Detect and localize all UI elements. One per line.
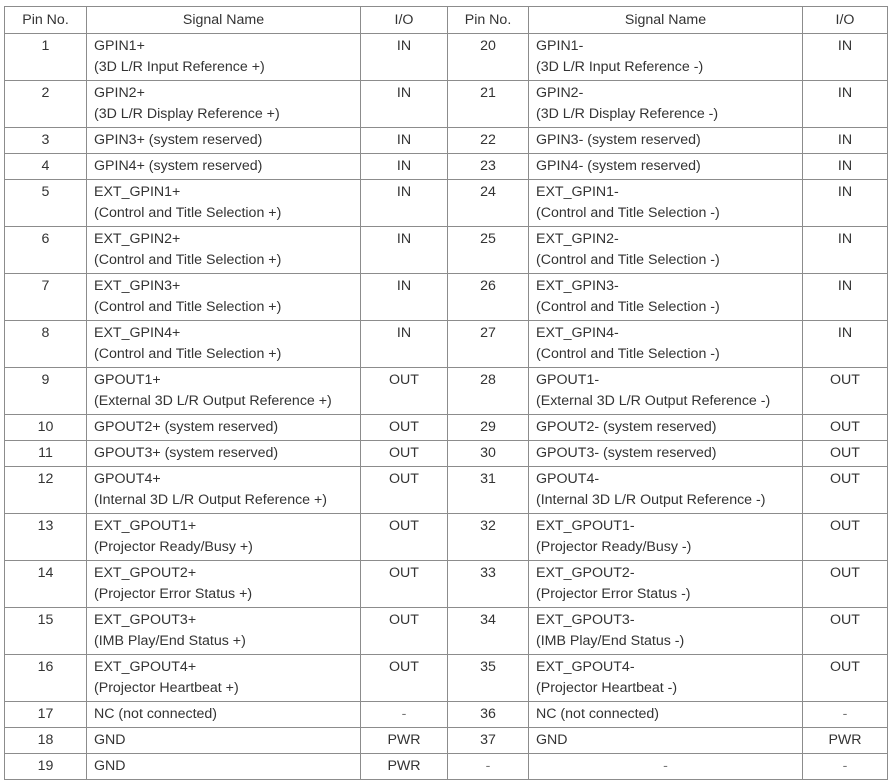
signal-name-line: GPOUT4- (536, 471, 600, 487)
io-type-cell: - (803, 754, 888, 780)
signal-name-cell (529, 154, 803, 180)
signal-description-line: (Control and Title Selection +) (94, 252, 282, 268)
table-header-row (5, 7, 888, 34)
signal-name-cell (87, 415, 361, 441)
pin-number-cell: 34 (448, 608, 529, 655)
table-row (5, 728, 888, 754)
signal-description-line: (Control and Title Selection -) (536, 299, 720, 315)
io-type-cell: OUT (803, 655, 888, 702)
pin-number-cell: 19 (5, 754, 87, 780)
pin-number-cell: 3 (5, 128, 87, 154)
pin-number-cell: 29 (448, 415, 529, 441)
signal-name-line: EXT_GPOUT1- (536, 518, 635, 534)
header-signal-name: Signal Name (529, 7, 803, 34)
table-row (5, 81, 888, 128)
pin-number-cell: 36 (448, 702, 529, 728)
signal-name-cell (529, 514, 803, 561)
pin-number-cell: 35 (448, 655, 529, 702)
signal-name-cell (87, 368, 361, 415)
table-body (5, 34, 888, 780)
pin-number-cell: 25 (448, 227, 529, 274)
signal-name-line: EXT_GPOUT4- (536, 659, 635, 675)
table-row (5, 180, 888, 227)
table-row (5, 227, 888, 274)
signal-name-line: GPIN1+ (94, 38, 145, 54)
signal-description-line: (Projector Error Status +) (94, 586, 253, 602)
io-type-cell: IN (361, 180, 448, 227)
signal-name-cell (529, 321, 803, 368)
signal-description-line: (Control and Title Selection -) (536, 346, 720, 362)
signal-name-line: GPOUT1- (536, 372, 600, 388)
signal-description-line: (Projector Heartbeat -) (536, 680, 678, 696)
signal-name-cell (87, 561, 361, 608)
signal-name-cell (87, 227, 361, 274)
header-signal-name: Signal Name (87, 7, 361, 34)
io-type-cell: IN (803, 180, 888, 227)
signal-name-line: GPIN1- (536, 38, 584, 54)
signal-name-line: GPOUT3+ (system reserved) (94, 445, 279, 461)
signal-description-line: (3D L/R Display Reference +) (94, 106, 280, 122)
signal-description-line: (Control and Title Selection -) (536, 205, 720, 221)
io-type-cell: OUT (361, 441, 448, 467)
table-row (5, 608, 888, 655)
signal-name-cell (87, 128, 361, 154)
header-pin-no: Pin No. (5, 7, 87, 34)
signal-description-line: (3D L/R Display Reference -) (536, 106, 719, 122)
signal-description-line: (Projector Ready/Busy +) (94, 539, 253, 555)
io-type-cell: IN (803, 227, 888, 274)
pin-number-cell: 26 (448, 274, 529, 321)
table-row (5, 702, 888, 728)
signal-name-cell (529, 34, 803, 81)
table-row (5, 34, 888, 81)
io-type-cell: OUT (361, 561, 448, 608)
io-type-cell: IN (361, 154, 448, 180)
signal-name-cell (87, 728, 361, 754)
io-type-cell: OUT (803, 608, 888, 655)
header-io: I/O (803, 7, 888, 34)
io-type-cell: OUT (361, 415, 448, 441)
signal-name-line: EXT_GPOUT3+ (94, 612, 197, 628)
io-type-cell: IN (361, 321, 448, 368)
signal-name-line: GPIN2- (536, 85, 584, 101)
signal-description-line: (Control and Title Selection -) (536, 252, 720, 268)
signal-description-line: (3D L/R Input Reference -) (536, 59, 704, 75)
signal-name-line: GPOUT2- (system reserved) (536, 419, 717, 435)
signal-description-line: (Projector Ready/Busy -) (536, 539, 692, 555)
pin-number-cell: 30 (448, 441, 529, 467)
pin-number-cell: 1 (5, 34, 87, 81)
pin-number-cell: 28 (448, 368, 529, 415)
signal-name-cell (529, 561, 803, 608)
pin-number-cell: 17 (5, 702, 87, 728)
table-row (5, 154, 888, 180)
signal-name-cell (87, 608, 361, 655)
signal-name-cell (529, 608, 803, 655)
pin-number-cell: 11 (5, 441, 87, 467)
signal-description-line: (Projector Heartbeat +) (94, 680, 239, 696)
pin-number-cell: - (448, 754, 529, 780)
pin-number-cell: 31 (448, 467, 529, 514)
signal-name-line: GND (94, 758, 126, 774)
signal-name-line: GPOUT4+ (94, 471, 161, 487)
signal-name-cell (87, 702, 361, 728)
table-row (5, 655, 888, 702)
pin-number-cell: 5 (5, 180, 87, 227)
pin-number-cell: 32 (448, 514, 529, 561)
header-pin-no: Pin No. (448, 7, 529, 34)
io-type-cell: PWR (803, 728, 888, 754)
pin-number-cell: 21 (448, 81, 529, 128)
signal-name-line: EXT_GPIN3+ (94, 278, 181, 294)
signal-name-line: GND (536, 732, 568, 748)
table-row (5, 415, 888, 441)
signal-name-line: EXT_GPIN1- (536, 184, 619, 200)
signal-name-cell (87, 321, 361, 368)
io-type-cell: PWR (361, 728, 448, 754)
signal-name-cell (87, 34, 361, 81)
signal-name-line: GPIN2+ (94, 85, 145, 101)
signal-name-line: EXT_GPIN4- (536, 325, 619, 341)
signal-name-cell (529, 81, 803, 128)
signal-name-cell (87, 441, 361, 467)
pin-number-cell: 23 (448, 154, 529, 180)
io-type-cell: IN (803, 321, 888, 368)
signal-name-cell (529, 702, 803, 728)
signal-name-cell (87, 514, 361, 561)
io-type-cell: IN (361, 34, 448, 81)
io-type-cell: IN (361, 81, 448, 128)
io-type-cell: OUT (361, 608, 448, 655)
signal-name-cell (529, 128, 803, 154)
io-type-cell: PWR (361, 754, 448, 780)
io-type-cell: OUT (361, 514, 448, 561)
io-type-cell: OUT (361, 368, 448, 415)
signal-name-line: NC (not connected) (94, 706, 218, 722)
pin-number-cell: 15 (5, 608, 87, 655)
signal-name-line: EXT_GPOUT2- (536, 565, 635, 581)
signal-name-line: EXT_GPIN4+ (94, 325, 181, 341)
io-type-cell: - (803, 702, 888, 728)
pin-number-cell: 12 (5, 467, 87, 514)
signal-name-line: GPOUT3- (system reserved) (536, 445, 717, 461)
signal-name-line: GPIN3- (system reserved) (536, 132, 701, 148)
signal-name-line: EXT_GPIN1+ (94, 184, 181, 200)
pin-number-cell: 14 (5, 561, 87, 608)
io-type-cell: OUT (803, 514, 888, 561)
signal-name-cell (87, 754, 361, 780)
pin-number-cell: 27 (448, 321, 529, 368)
pin-number-cell: 10 (5, 415, 87, 441)
signal-name-line: - (663, 758, 668, 774)
signal-name-line: NC (not connected) (536, 706, 660, 722)
io-type-cell: IN (361, 274, 448, 321)
signal-description-line: (3D L/R Input Reference +) (94, 59, 265, 75)
signal-name-cell (87, 81, 361, 128)
signal-name-cell (87, 655, 361, 702)
header-io: I/O (361, 7, 448, 34)
signal-name-line: EXT_GPOUT2+ (94, 565, 197, 581)
table-row (5, 467, 888, 514)
pin-number-cell: 2 (5, 81, 87, 128)
pin-number-cell: 18 (5, 728, 87, 754)
io-type-cell: - (361, 702, 448, 728)
table-row (5, 274, 888, 321)
pin-number-cell: 4 (5, 154, 87, 180)
io-type-cell: IN (803, 274, 888, 321)
signal-name-cell (87, 180, 361, 227)
signal-name-cell (529, 368, 803, 415)
table-row (5, 368, 888, 415)
signal-description-line: (Control and Title Selection +) (94, 299, 282, 315)
io-type-cell: OUT (803, 441, 888, 467)
signal-name-cell (529, 441, 803, 467)
signal-name-line: EXT_GPIN3- (536, 278, 619, 294)
signal-name-cell (529, 180, 803, 227)
signal-name-line: GND (94, 732, 126, 748)
pin-number-cell: 37 (448, 728, 529, 754)
signal-name-line: GPIN3+ (system reserved) (94, 132, 263, 148)
signal-name-cell (529, 274, 803, 321)
signal-description-line: (IMB Play/End Status +) (94, 633, 246, 649)
signal-name-line: GPIN4- (system reserved) (536, 158, 701, 174)
io-type-cell: IN (361, 128, 448, 154)
io-type-cell: IN (803, 154, 888, 180)
pin-number-cell: 13 (5, 514, 87, 561)
signal-name-cell (87, 154, 361, 180)
pin-number-cell: 20 (448, 34, 529, 81)
signal-name-cell (529, 728, 803, 754)
signal-description-line: (Control and Title Selection +) (94, 205, 282, 221)
signal-description-line: (Internal 3D L/R Output Reference -) (536, 492, 766, 508)
io-type-cell: IN (803, 81, 888, 128)
signal-name-line: GPIN4+ (system reserved) (94, 158, 263, 174)
io-type-cell: IN (803, 128, 888, 154)
table-row (5, 561, 888, 608)
signal-name-line: EXT_GPIN2+ (94, 231, 181, 247)
io-type-cell: IN (803, 34, 888, 81)
signal-name-cell (529, 227, 803, 274)
signal-name-cell (87, 467, 361, 514)
pin-number-cell: 9 (5, 368, 87, 415)
signal-name-line: GPOUT2+ (system reserved) (94, 419, 279, 435)
signal-name-cell (529, 754, 803, 780)
signal-name-cell (87, 274, 361, 321)
pin-number-cell: 8 (5, 321, 87, 368)
table-row (5, 754, 888, 780)
io-type-cell: OUT (803, 415, 888, 441)
signal-description-line: (Internal 3D L/R Output Reference +) (94, 492, 328, 508)
pin-number-cell: 7 (5, 274, 87, 321)
signal-description-line: (External 3D L/R Output Reference +) (94, 393, 332, 409)
io-type-cell: OUT (803, 368, 888, 415)
pin-number-cell: 24 (448, 180, 529, 227)
table-row (5, 514, 888, 561)
signal-name-cell (529, 415, 803, 441)
signal-name-cell (529, 655, 803, 702)
signal-name-line: EXT_GPOUT1+ (94, 518, 197, 534)
pin-number-cell: 16 (5, 655, 87, 702)
table-row (5, 128, 888, 154)
table-row (5, 321, 888, 368)
signal-description-line: (Projector Error Status -) (536, 586, 691, 602)
pin-number-cell: 6 (5, 227, 87, 274)
table-row (5, 441, 888, 467)
signal-name-line: EXT_GPOUT4+ (94, 659, 197, 675)
signal-name-cell (529, 467, 803, 514)
signal-description-line: (IMB Play/End Status -) (536, 633, 685, 649)
pin-number-cell: 22 (448, 128, 529, 154)
signal-name-line: EXT_GPOUT3- (536, 612, 635, 628)
pin-number-cell: 33 (448, 561, 529, 608)
io-type-cell: OUT (803, 561, 888, 608)
pin-assignment-table (4, 6, 888, 780)
io-type-cell: OUT (803, 467, 888, 514)
signal-name-line: GPOUT1+ (94, 372, 161, 388)
signal-description-line: (External 3D L/R Output Reference -) (536, 393, 771, 409)
signal-description-line: (Control and Title Selection +) (94, 346, 282, 362)
io-type-cell: OUT (361, 655, 448, 702)
io-type-cell: OUT (361, 467, 448, 514)
io-type-cell: IN (361, 227, 448, 274)
signal-name-line: EXT_GPIN2- (536, 231, 619, 247)
